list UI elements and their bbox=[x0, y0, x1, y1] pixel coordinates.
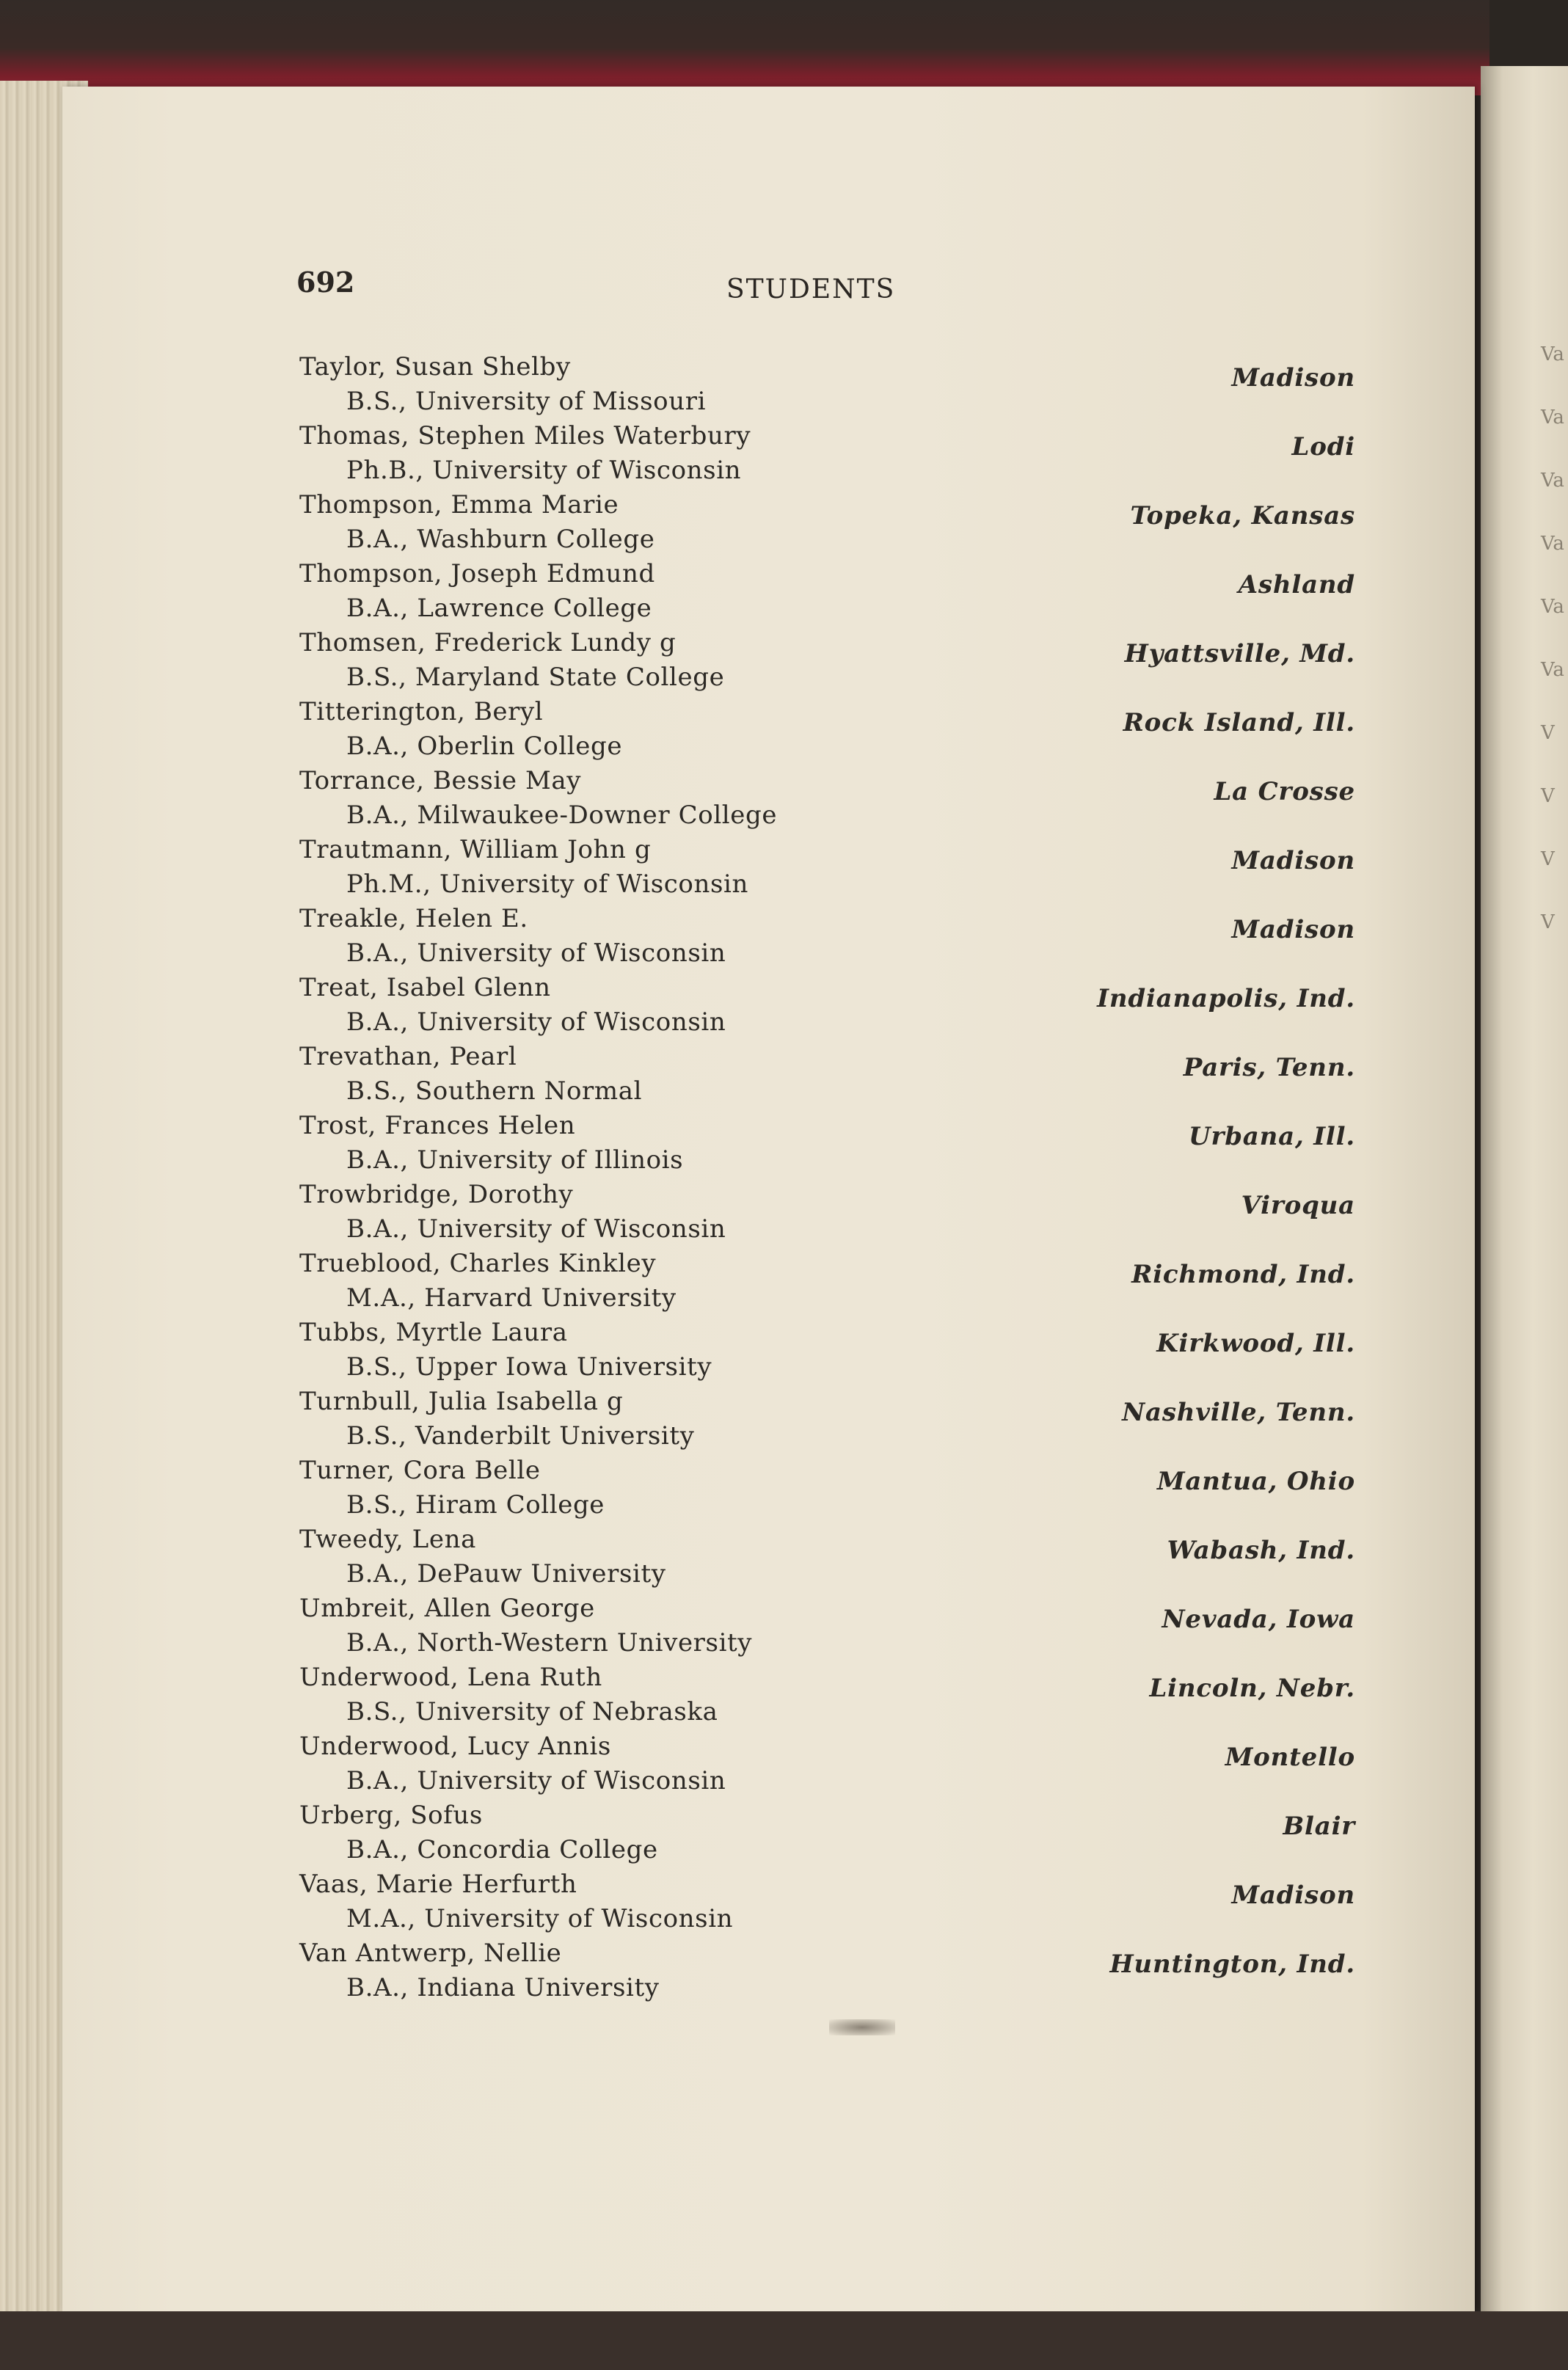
student-hometown: Hyattsville, Md. bbox=[1124, 639, 1355, 668]
student-name: Turnbull, Julia Isabella g bbox=[299, 1387, 624, 1416]
page-number: 692 bbox=[296, 266, 355, 299]
student-hometown: La Crosse bbox=[1214, 777, 1355, 806]
student-hometown: Viroqua bbox=[1241, 1191, 1355, 1220]
student-name: Van Antwerp, Nellie bbox=[299, 1939, 562, 1968]
student-name: Trowbridge, Dorothy bbox=[299, 1180, 574, 1209]
student-degree: B.A., University of Wisconsin bbox=[346, 1766, 726, 1795]
facing-page-fragment: V bbox=[1541, 785, 1555, 807]
facing-page-fragment: V bbox=[1541, 848, 1555, 870]
student-degree: B.A., University of Wisconsin bbox=[346, 1007, 726, 1037]
facing-page-fragment: Va bbox=[1541, 470, 1564, 492]
student-degree: B.A., Milwaukee-Downer College bbox=[346, 801, 778, 830]
student-degree: B.A., DePauw University bbox=[346, 1559, 666, 1589]
student-name: Thompson, Emma Marie bbox=[299, 490, 619, 519]
student-hometown: Kirkwood, Ill. bbox=[1156, 1329, 1355, 1358]
student-hometown: Rock Island, Ill. bbox=[1123, 708, 1355, 737]
student-name: Tweedy, Lena bbox=[299, 1525, 476, 1554]
student-degree: B.A., Indiana University bbox=[346, 1973, 660, 2002]
student-degree: B.A., Washburn College bbox=[346, 525, 655, 554]
student-hometown: Madison bbox=[1231, 1881, 1355, 1910]
student-degree: Ph.B., University of Wisconsin bbox=[346, 456, 742, 485]
facing-page-fragment: V bbox=[1541, 911, 1555, 933]
facing-page-fragment: Va bbox=[1541, 406, 1564, 429]
facing-page-fragment: Va bbox=[1541, 596, 1564, 618]
student-hometown: Mantua, Ohio bbox=[1156, 1467, 1355, 1496]
student-hometown: Indianapolis, Ind. bbox=[1097, 984, 1355, 1013]
student-degree: B.S., Vanderbilt University bbox=[346, 1421, 695, 1451]
facing-page-fragment: V bbox=[1541, 722, 1555, 744]
student-degree: B.A., North-Western University bbox=[346, 1628, 753, 1658]
student-degree: B.S., Hiram College bbox=[346, 1490, 605, 1520]
student-hometown: Wabash, Ind. bbox=[1167, 1536, 1355, 1565]
student-degree: B.A., Concordia College bbox=[346, 1835, 658, 1864]
student-name: Urberg, Sofus bbox=[299, 1801, 483, 1830]
student-hometown: Huntington, Ind. bbox=[1109, 1950, 1355, 1979]
student-name: Taylor, Susan Shelby bbox=[299, 352, 571, 382]
student-hometown: Ashland bbox=[1238, 570, 1355, 599]
student-degree: B.S., Maryland State College bbox=[346, 663, 725, 692]
student-hometown: Madison bbox=[1231, 363, 1355, 393]
student-degree: B.A., Oberlin College bbox=[346, 732, 623, 761]
student-degree: Ph.M., University of Wisconsin bbox=[346, 869, 748, 899]
student-name: Trueblood, Charles Kinkley bbox=[299, 1249, 657, 1278]
student-degree: B.A., University of Wisconsin bbox=[346, 938, 726, 968]
student-name: Torrance, Bessie May bbox=[299, 766, 582, 795]
student-hometown: Urbana, Ill. bbox=[1189, 1122, 1355, 1151]
student-hometown: Madison bbox=[1231, 915, 1355, 944]
student-name: Turner, Cora Belle bbox=[299, 1456, 541, 1485]
student-hometown: Montello bbox=[1225, 1743, 1355, 1772]
student-hometown: Lincoln, Nebr. bbox=[1149, 1674, 1355, 1703]
student-name: Treat, Isabel Glenn bbox=[299, 973, 551, 1002]
facing-page-fragment: Va bbox=[1541, 533, 1564, 555]
student-hometown: Blair bbox=[1283, 1812, 1355, 1841]
student-name: Thomas, Stephen Miles Waterbury bbox=[299, 421, 751, 451]
student-name: Trost, Frances Helen bbox=[299, 1111, 576, 1140]
student-name: Trautmann, William John g bbox=[299, 835, 652, 864]
facing-page-fragment: Va bbox=[1541, 659, 1564, 681]
student-degree: B.S., University of Missouri bbox=[346, 387, 707, 416]
running-head: STUDENTS bbox=[726, 274, 896, 305]
student-degree: M.A., Harvard University bbox=[346, 1283, 677, 1313]
student-name: Umbreit, Allen George bbox=[299, 1594, 595, 1623]
student-hometown: Paris, Tenn. bbox=[1183, 1053, 1355, 1082]
student-hometown: Nevada, Iowa bbox=[1162, 1605, 1355, 1634]
student-degree: B.A., University of Wisconsin bbox=[346, 1214, 726, 1244]
student-name: Underwood, Lucy Annis bbox=[299, 1732, 611, 1761]
ink-smudge bbox=[829, 2019, 895, 2035]
student-degree: B.S., Upper Iowa University bbox=[346, 1352, 712, 1382]
student-hometown: Topeka, Kansas bbox=[1130, 501, 1355, 530]
student-name: Vaas, Marie Herfurth bbox=[299, 1870, 577, 1899]
student-name: Underwood, Lena Ruth bbox=[299, 1663, 602, 1692]
student-hometown: Nashville, Tenn. bbox=[1122, 1398, 1355, 1427]
student-hometown: Lodi bbox=[1291, 432, 1355, 462]
student-hometown: Richmond, Ind. bbox=[1131, 1260, 1355, 1289]
student-name: Treakle, Helen E. bbox=[299, 904, 528, 933]
student-name: Trevathan, Pearl bbox=[299, 1042, 517, 1071]
student-degree: M.A., University of Wisconsin bbox=[346, 1904, 734, 1933]
student-name: Tubbs, Myrtle Laura bbox=[299, 1318, 568, 1347]
facing-page-fragment: Va bbox=[1541, 343, 1564, 365]
student-degree: B.A., Lawrence College bbox=[346, 594, 652, 623]
student-degree: B.A., University of Illinois bbox=[346, 1145, 684, 1175]
student-hometown: Madison bbox=[1231, 846, 1355, 875]
student-degree: B.S., Southern Normal bbox=[346, 1076, 643, 1106]
student-name: Thompson, Joseph Edmund bbox=[299, 559, 655, 588]
student-degree: B.S., University of Nebraska bbox=[346, 1697, 718, 1727]
student-name: Titterington, Beryl bbox=[299, 697, 544, 726]
student-name: Thomsen, Frederick Lundy g bbox=[299, 628, 677, 657]
